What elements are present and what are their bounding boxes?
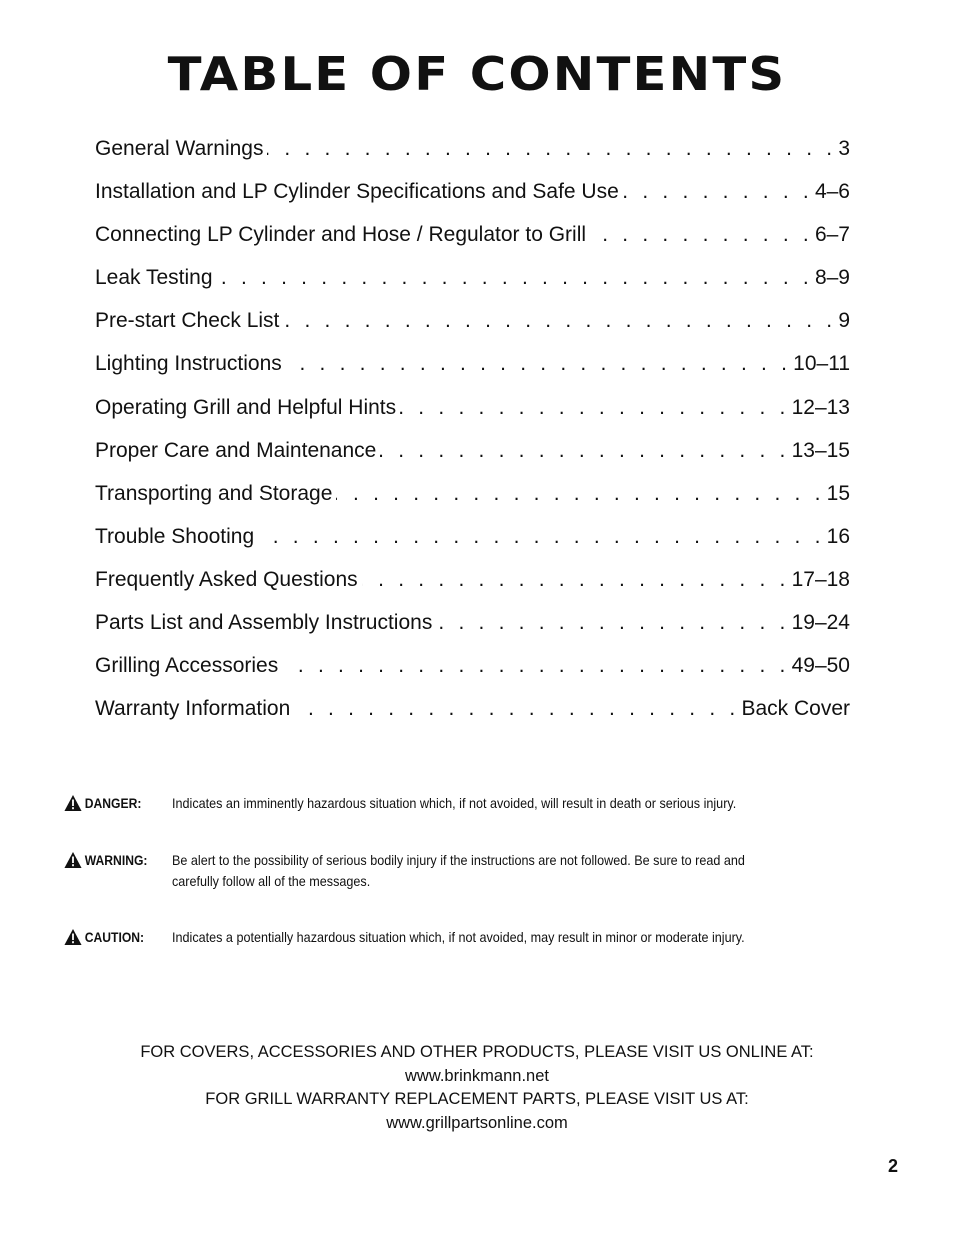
toc-entry-label: Trouble Shooting (95, 524, 255, 548)
toc-entry-label: Pre-start Check List (95, 309, 280, 333)
toc-entry-page: 49–50 (791, 654, 850, 678)
toc-entry-page: Back Cover (741, 697, 850, 721)
toc-entry-page: 10–11 (793, 352, 850, 376)
toc-entry-page: 4–6 (814, 180, 850, 204)
toc-entry-pre-start-check-list (95, 304, 850, 347)
dot-leader (217, 261, 813, 295)
toc-entry-general-warnings (95, 132, 850, 175)
danger-notice (64, 793, 850, 814)
footer-parts-line: FOR GRILL WARRANTY REPLACEMENT PARTS, PLEASE VISIT US AT: (205, 1090, 749, 1108)
dot-leader (286, 347, 791, 381)
toc-entry-faq (95, 563, 850, 606)
page-title: TABLE OF CONTENTS (167, 47, 787, 101)
toc-entry-page: 12–13 (791, 395, 850, 419)
toc-entry-grilling-accessories (95, 649, 850, 692)
warning-text: Be alert to the possibility of serious bodily injury if the instructions are not followed. Be sure to read and carefully follow all of the messages. (172, 852, 745, 889)
toc-entry-label: Transporting and Storage (95, 481, 333, 505)
dot-leader (282, 649, 789, 683)
dot-leader (436, 606, 789, 640)
toc-entry-trouble-shooting (95, 520, 850, 563)
danger-label: DANGER: (84, 796, 142, 811)
danger-text: Indicates an imminently hazardous situation which, if not avoided, will result in death or serious injury. (172, 795, 737, 811)
toc-entry-label: Warranty Information (95, 697, 291, 721)
brinkmann-url: www.brinkmann.net (405, 1066, 549, 1085)
warning-heading (64, 850, 161, 892)
toc-entry-label: Operating Grill and Helpful Hints (95, 395, 397, 419)
toc-entry-label: Leak Testing (95, 266, 213, 290)
dot-leader (362, 563, 790, 597)
toc-entry-label: Frequently Asked Questions (95, 567, 358, 591)
caution-label: CAUTION: (84, 930, 145, 945)
table-of-contents (95, 132, 850, 735)
toc-entry-label: Proper Care and Maintenance (95, 438, 377, 462)
toc-entry-page: 3 (838, 137, 850, 160)
toc-entry-label: Grilling Accessories (95, 654, 279, 678)
page-number: 2 (887, 1156, 898, 1176)
warning-triangle-icon (64, 794, 82, 812)
toc-entry-installation (95, 175, 850, 218)
toc-entry-operating-grill (95, 391, 850, 434)
footer-products-line: FOR COVERS, ACCESSORIES AND OTHER PRODUCTS, PLEASE VISIT US ONLINE AT: (140, 1043, 814, 1061)
warning-triangle-icon (64, 928, 82, 946)
toc-entry-label: Parts List and Assembly Instructions (95, 611, 433, 635)
dot-leader (380, 434, 789, 468)
warning-notice (64, 850, 850, 892)
toc-entry-label: Installation and LP Cylinder Specifications and Safe Use (95, 180, 619, 204)
caution-heading (64, 927, 161, 948)
toc-entry-connecting-lp-cylinder (95, 218, 850, 261)
toc-entry-parts-list (95, 606, 850, 649)
toc-entry-leak-testing (95, 261, 850, 304)
toc-entry-page: 6–7 (814, 223, 850, 247)
dot-leader (400, 391, 789, 425)
toc-entry-label: General Warnings (95, 137, 264, 160)
caution-text: Indicates a potentially hazardous situation which, if not avoided, may result in minor or moderate injury. (172, 929, 745, 945)
toc-entry-page: 17–18 (791, 567, 850, 591)
dot-leader (336, 477, 824, 511)
toc-entry-page: 9 (838, 309, 850, 333)
caution-notice (64, 927, 850, 948)
toc-entry-page: 19–24 (791, 611, 850, 635)
toc-entry-transporting-and-storage (95, 477, 850, 520)
footer (0, 1041, 954, 1135)
toc-entry-label: Lighting Instructions (95, 352, 282, 376)
toc-entry-proper-care (95, 434, 850, 477)
toc-entry-label: Connecting LP Cylinder and Hose / Regulator to Grill (95, 223, 587, 247)
dot-leader (267, 132, 836, 166)
toc-entry-lighting-instructions (95, 347, 850, 390)
toc-entry-page: 13–15 (791, 438, 850, 462)
dot-leader (258, 520, 824, 554)
grillpartsonline-url: www.grillpartsonline.com (386, 1113, 568, 1132)
dot-leader (283, 304, 836, 338)
warning-label: WARNING: (84, 853, 148, 868)
dot-leader (590, 218, 813, 252)
toc-entry-page: 8–9 (814, 266, 850, 290)
toc-entry-page: 15 (826, 481, 850, 505)
danger-heading (64, 793, 161, 814)
toc-entry-page: 16 (826, 524, 850, 548)
dot-leader (623, 175, 813, 209)
dot-leader (294, 692, 739, 726)
warning-triangle-icon (64, 851, 82, 869)
toc-entry-warranty-information (95, 692, 850, 735)
